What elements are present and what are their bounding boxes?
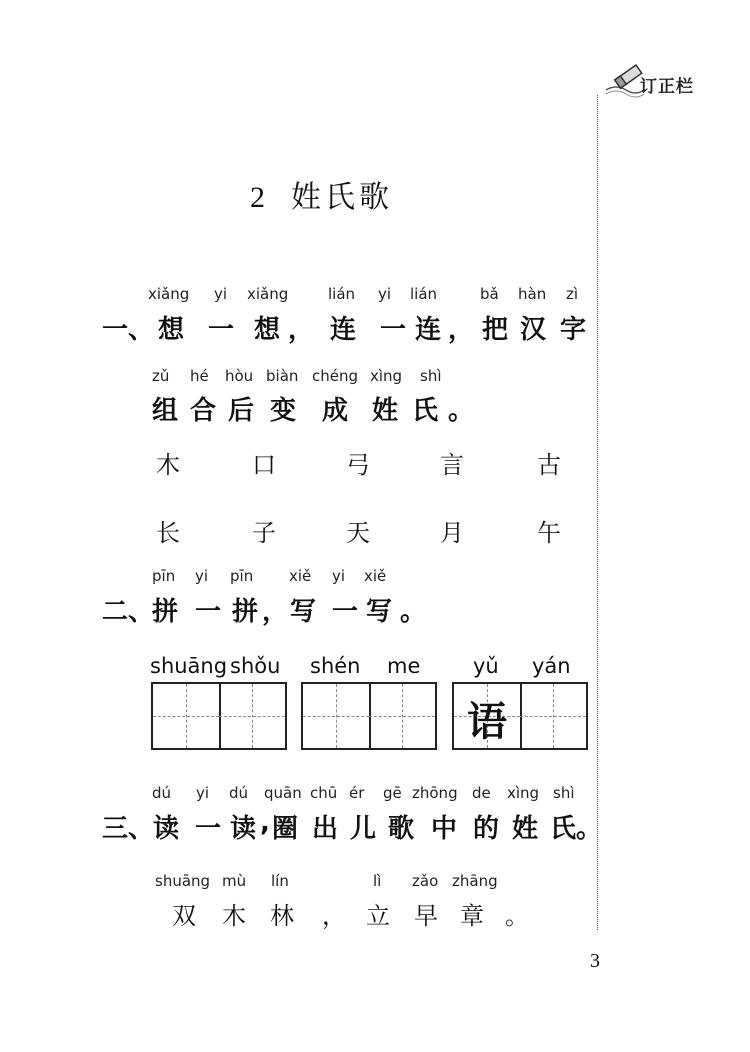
hanzi: 合 xyxy=(190,396,217,426)
punctuation: 。 xyxy=(505,902,529,930)
match-char[interactable]: 长 xyxy=(156,519,180,547)
box-pinyin: shuāng xyxy=(150,654,228,678)
hanzi: 一 xyxy=(195,814,222,844)
hanzi: 拼 xyxy=(152,597,179,627)
hanzi: 成 xyxy=(322,396,349,426)
pinyin: mù xyxy=(222,872,247,890)
writing-cell[interactable] xyxy=(369,684,435,748)
pinyin: xiě xyxy=(364,567,387,585)
song-char[interactable]: 早 xyxy=(414,902,438,930)
pinyin: chéng xyxy=(312,367,359,385)
writing-cell[interactable] xyxy=(219,684,285,748)
hanzi: 姓 xyxy=(372,396,399,426)
pinyin: zǎo xyxy=(412,872,439,890)
pinyin: ér xyxy=(349,784,365,802)
hanzi: 氏 xyxy=(550,814,577,844)
song-char[interactable]: 立 xyxy=(366,902,390,930)
hanzi: 氏 xyxy=(412,396,439,426)
match-char[interactable]: 月 xyxy=(440,519,464,547)
correction-column-label: 订正栏 xyxy=(640,77,694,97)
hanzi: 后 xyxy=(228,396,255,426)
hanzi: 拼 xyxy=(232,597,259,627)
hanzi: 字 xyxy=(560,315,587,345)
punctuation: ， xyxy=(322,902,346,930)
hanzi: 一 xyxy=(380,315,407,345)
pinyin: shuāng xyxy=(155,872,211,890)
pinyin: lì xyxy=(373,872,382,890)
song-char[interactable]: 林 xyxy=(270,902,294,930)
correction-divider xyxy=(597,95,598,930)
page-number: 3 xyxy=(590,950,600,972)
pinyin: pīn xyxy=(230,567,254,585)
match-char[interactable]: 口 xyxy=(252,451,276,479)
hanzi: 写 xyxy=(366,597,393,627)
hanzi: 中 xyxy=(431,814,458,844)
writing-box-shuangshou xyxy=(151,682,287,750)
writing-box-shenme xyxy=(301,682,437,750)
pinyin: quān xyxy=(264,784,302,802)
pinyin: lián xyxy=(328,285,356,303)
match-char[interactable]: 弓 xyxy=(346,451,370,479)
hanzi: 一 xyxy=(195,597,222,627)
match-char[interactable]: 言 xyxy=(440,451,464,479)
hanzi: 的 xyxy=(473,814,500,844)
match-char[interactable]: 子 xyxy=(252,519,276,547)
section-number: 三、 xyxy=(102,814,155,844)
hanzi: 圈 xyxy=(272,814,299,844)
punctuation: , xyxy=(260,808,270,838)
pinyin: pīn xyxy=(152,567,176,585)
hanzi: 把 xyxy=(482,315,509,345)
pinyin: yi xyxy=(195,567,209,585)
pinyin: de xyxy=(472,784,491,802)
match-char[interactable]: 天 xyxy=(346,519,370,547)
pinyin: biàn xyxy=(266,367,299,385)
pinyin: yi xyxy=(196,784,210,802)
lesson-title xyxy=(250,172,393,216)
hanzi: 一 xyxy=(208,315,235,345)
match-char[interactable]: 午 xyxy=(537,519,561,547)
pinyin: chū xyxy=(310,784,338,802)
pinyin: zhōng xyxy=(412,784,458,802)
hanzi: 想 xyxy=(158,315,185,345)
pencil-eraser-icon xyxy=(604,60,644,100)
pinyin: zǔ xyxy=(152,367,170,385)
section-number: 一、 xyxy=(102,315,155,345)
pinyin: xìng xyxy=(370,367,403,385)
box-pinyin: shén xyxy=(310,654,361,678)
pinyin: hé xyxy=(190,367,209,385)
pinyin: yi xyxy=(214,285,228,303)
writing-box-yuyan xyxy=(452,682,588,750)
hanzi: 读 xyxy=(153,814,180,844)
hanzi: 姓 xyxy=(512,814,539,844)
pinyin: gē xyxy=(383,784,402,802)
punctuation: 。 xyxy=(576,814,603,844)
example-char: 语 xyxy=(467,698,507,745)
pinyin: shì xyxy=(553,784,575,802)
box-pinyin: yǔ xyxy=(473,654,499,678)
punctuation: ， xyxy=(448,315,475,345)
pinyin: zì xyxy=(566,285,579,303)
song-char[interactable]: 木 xyxy=(222,902,246,930)
pinyin: bǎ xyxy=(480,285,499,303)
punctuation: ， xyxy=(262,597,289,627)
punctuation: 。 xyxy=(400,597,427,627)
pinyin: hàn xyxy=(518,285,547,303)
writing-cell[interactable] xyxy=(153,684,221,748)
lesson-title-text: 姓氏歌 xyxy=(291,180,393,215)
pinyin: lián xyxy=(410,285,438,303)
match-char[interactable]: 木 xyxy=(156,451,180,479)
hanzi: 想 xyxy=(254,315,281,345)
pinyin: yi xyxy=(332,567,346,585)
hanzi: 连 xyxy=(330,315,357,345)
hanzi: 歌 xyxy=(388,814,415,844)
section-number: 二、 xyxy=(102,597,155,627)
writing-cell[interactable] xyxy=(454,684,522,748)
hanzi: 儿 xyxy=(350,814,377,844)
song-char[interactable]: 双 xyxy=(172,902,196,930)
pinyin: hòu xyxy=(225,367,254,385)
hanzi: 连 xyxy=(415,315,442,345)
box-pinyin: yán xyxy=(532,654,571,678)
hanzi: 读 xyxy=(230,814,257,844)
lesson-number: 2 xyxy=(250,181,269,214)
pinyin: zhāng xyxy=(452,872,498,890)
hanzi: 汉 xyxy=(520,315,547,345)
match-char[interactable]: 古 xyxy=(537,451,561,479)
pinyin: lín xyxy=(271,872,289,890)
hanzi: 一 xyxy=(332,597,359,627)
hanzi: 写 xyxy=(290,597,317,627)
writing-cell[interactable] xyxy=(303,684,371,748)
pinyin: xìng xyxy=(507,784,540,802)
writing-cell[interactable] xyxy=(520,684,586,748)
pinyin: xiǎng xyxy=(148,285,190,303)
punctuation: 。 xyxy=(448,396,475,426)
pinyin: dú xyxy=(229,784,249,802)
hanzi: 组 xyxy=(152,396,179,426)
punctuation: ， xyxy=(288,315,315,345)
box-pinyin: me xyxy=(387,654,421,678)
pinyin: yi xyxy=(378,285,392,303)
pinyin: dú xyxy=(152,784,172,802)
pinyin: xiǎng xyxy=(247,285,289,303)
hanzi: 变 xyxy=(270,396,297,426)
hanzi: 出 xyxy=(312,814,339,844)
song-char[interactable]: 章 xyxy=(460,902,484,930)
box-pinyin: shǒu xyxy=(230,654,281,678)
pinyin: xiě xyxy=(289,567,312,585)
pinyin: shì xyxy=(420,367,442,385)
